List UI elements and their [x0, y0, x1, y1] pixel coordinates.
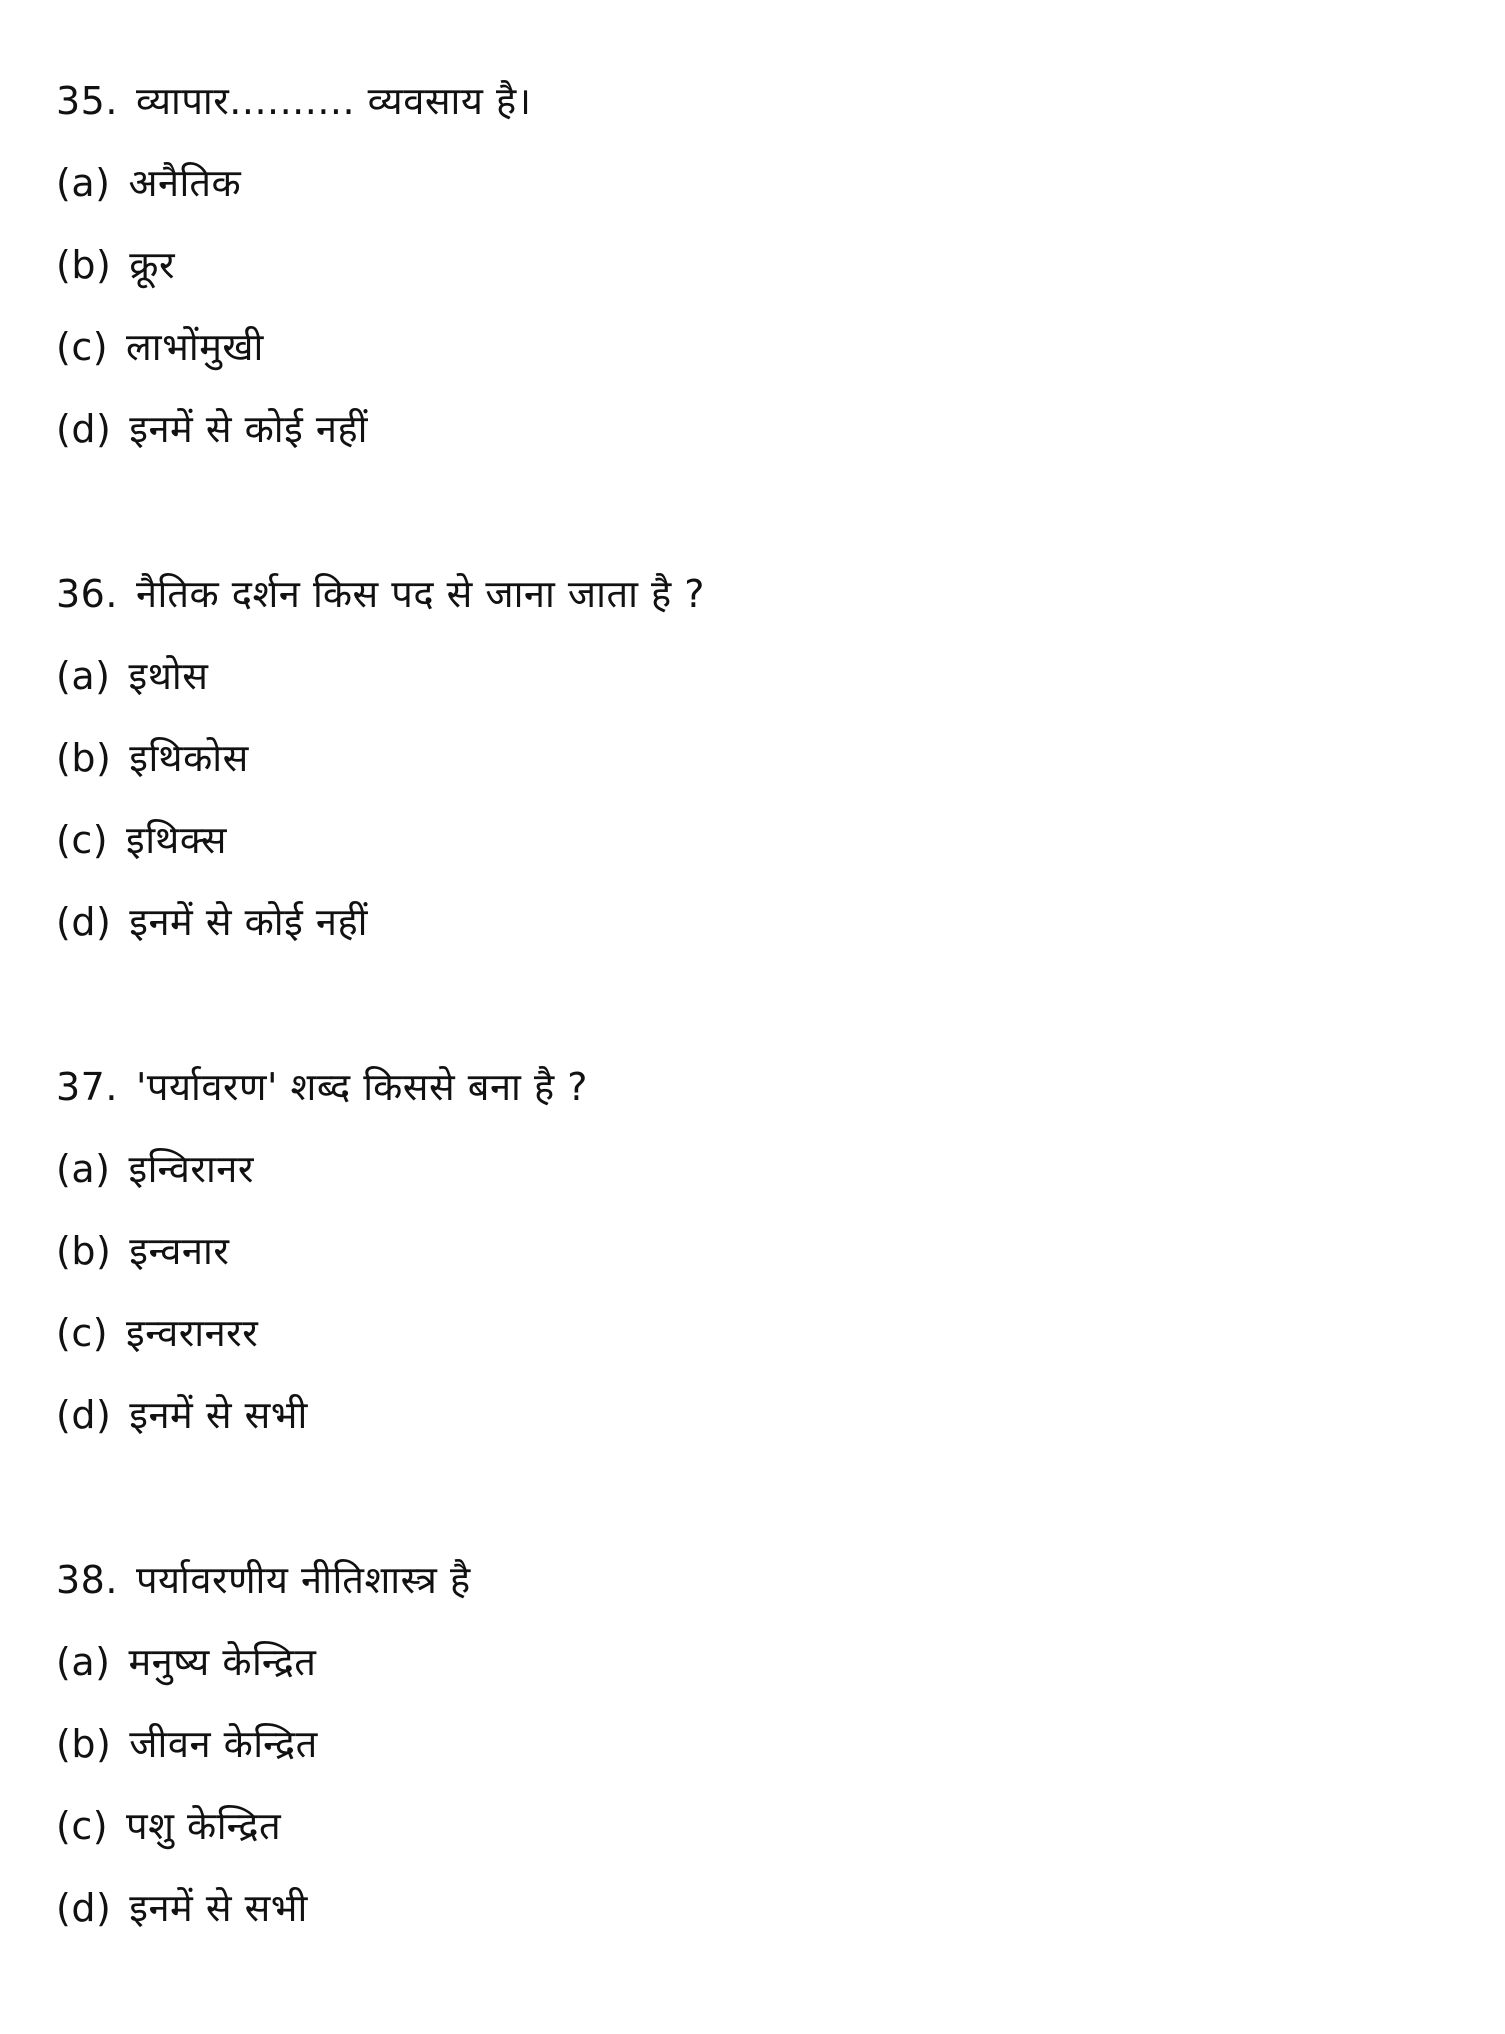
option-label: (a): [56, 1147, 111, 1191]
question-text: नैतिक दर्शन किस पद से जाना जाता है ?: [135, 572, 705, 616]
option-text: पशु केन्द्रित: [126, 1804, 282, 1848]
option-text: इथिक्स: [126, 818, 227, 862]
option-label: (d): [56, 1393, 112, 1437]
option-text: मनुष्य केन्द्रित: [128, 1640, 317, 1684]
option-text: इथोस: [128, 654, 209, 698]
option-text: इनमें से कोई नहीं: [129, 407, 368, 451]
question-line: [56, 60, 1456, 142]
question-37: [56, 1046, 1456, 1456]
question-36: [56, 553, 1456, 963]
question-38: [56, 1539, 1456, 1949]
question-line: [56, 1046, 1456, 1128]
option-b: [56, 717, 1456, 799]
question-line: [56, 1539, 1456, 1621]
option-text: इन्वरानरर: [126, 1311, 259, 1355]
option-label: (c): [56, 818, 109, 862]
option-text: इनमें से सभी: [129, 1393, 308, 1437]
option-c: [56, 306, 1456, 388]
option-c: [56, 1785, 1456, 1867]
option-text: इन्विरानर: [128, 1147, 254, 1191]
question-number: 36.: [56, 572, 118, 616]
option-a: [56, 142, 1456, 224]
option-label: (c): [56, 1311, 109, 1355]
option-label: (b): [56, 1229, 112, 1273]
option-a: [56, 1128, 1456, 1210]
option-d: [56, 1867, 1456, 1949]
option-d: [56, 1374, 1456, 1456]
option-label: (b): [56, 736, 112, 780]
option-label: (c): [56, 325, 109, 369]
option-d: [56, 388, 1456, 470]
option-label: (a): [56, 161, 111, 205]
option-text: क्रूर: [129, 243, 176, 287]
option-b: [56, 1210, 1456, 1292]
option-label: (b): [56, 243, 112, 287]
option-text: लाभोंमुखी: [126, 325, 264, 369]
option-a: [56, 635, 1456, 717]
option-c: [56, 1292, 1456, 1374]
question-text: व्यापार.......... व्यवसाय है।: [135, 79, 532, 123]
question-number: 38.: [56, 1558, 118, 1602]
option-label: (c): [56, 1804, 109, 1848]
option-text: इनमें से कोई नहीं: [129, 900, 368, 944]
question-number: 37.: [56, 1065, 118, 1109]
option-c: [56, 799, 1456, 881]
option-label: (b): [56, 1722, 112, 1766]
option-b: [56, 1703, 1456, 1785]
option-d: [56, 881, 1456, 963]
option-text: अनैतिक: [128, 161, 242, 205]
option-label: (d): [56, 1886, 112, 1930]
option-b: [56, 224, 1456, 306]
option-text: इनमें से सभी: [129, 1886, 308, 1930]
option-text: इथिकोस: [129, 736, 249, 780]
option-a: [56, 1621, 1456, 1703]
option-label: (a): [56, 1640, 111, 1684]
option-label: (d): [56, 900, 112, 944]
question-text: पर्यावरणीय नीतिशास्त्र है: [135, 1558, 471, 1602]
question-35: [56, 60, 1456, 470]
question-text: 'पर्यावरण' शब्द किससे बना है ?: [135, 1065, 588, 1109]
option-label: (a): [56, 654, 111, 698]
option-text: जीवन केन्द्रित: [129, 1722, 318, 1766]
question-number: 35.: [56, 79, 118, 123]
option-label: (d): [56, 407, 112, 451]
option-text: इन्वनार: [129, 1229, 230, 1273]
question-line: [56, 553, 1456, 635]
